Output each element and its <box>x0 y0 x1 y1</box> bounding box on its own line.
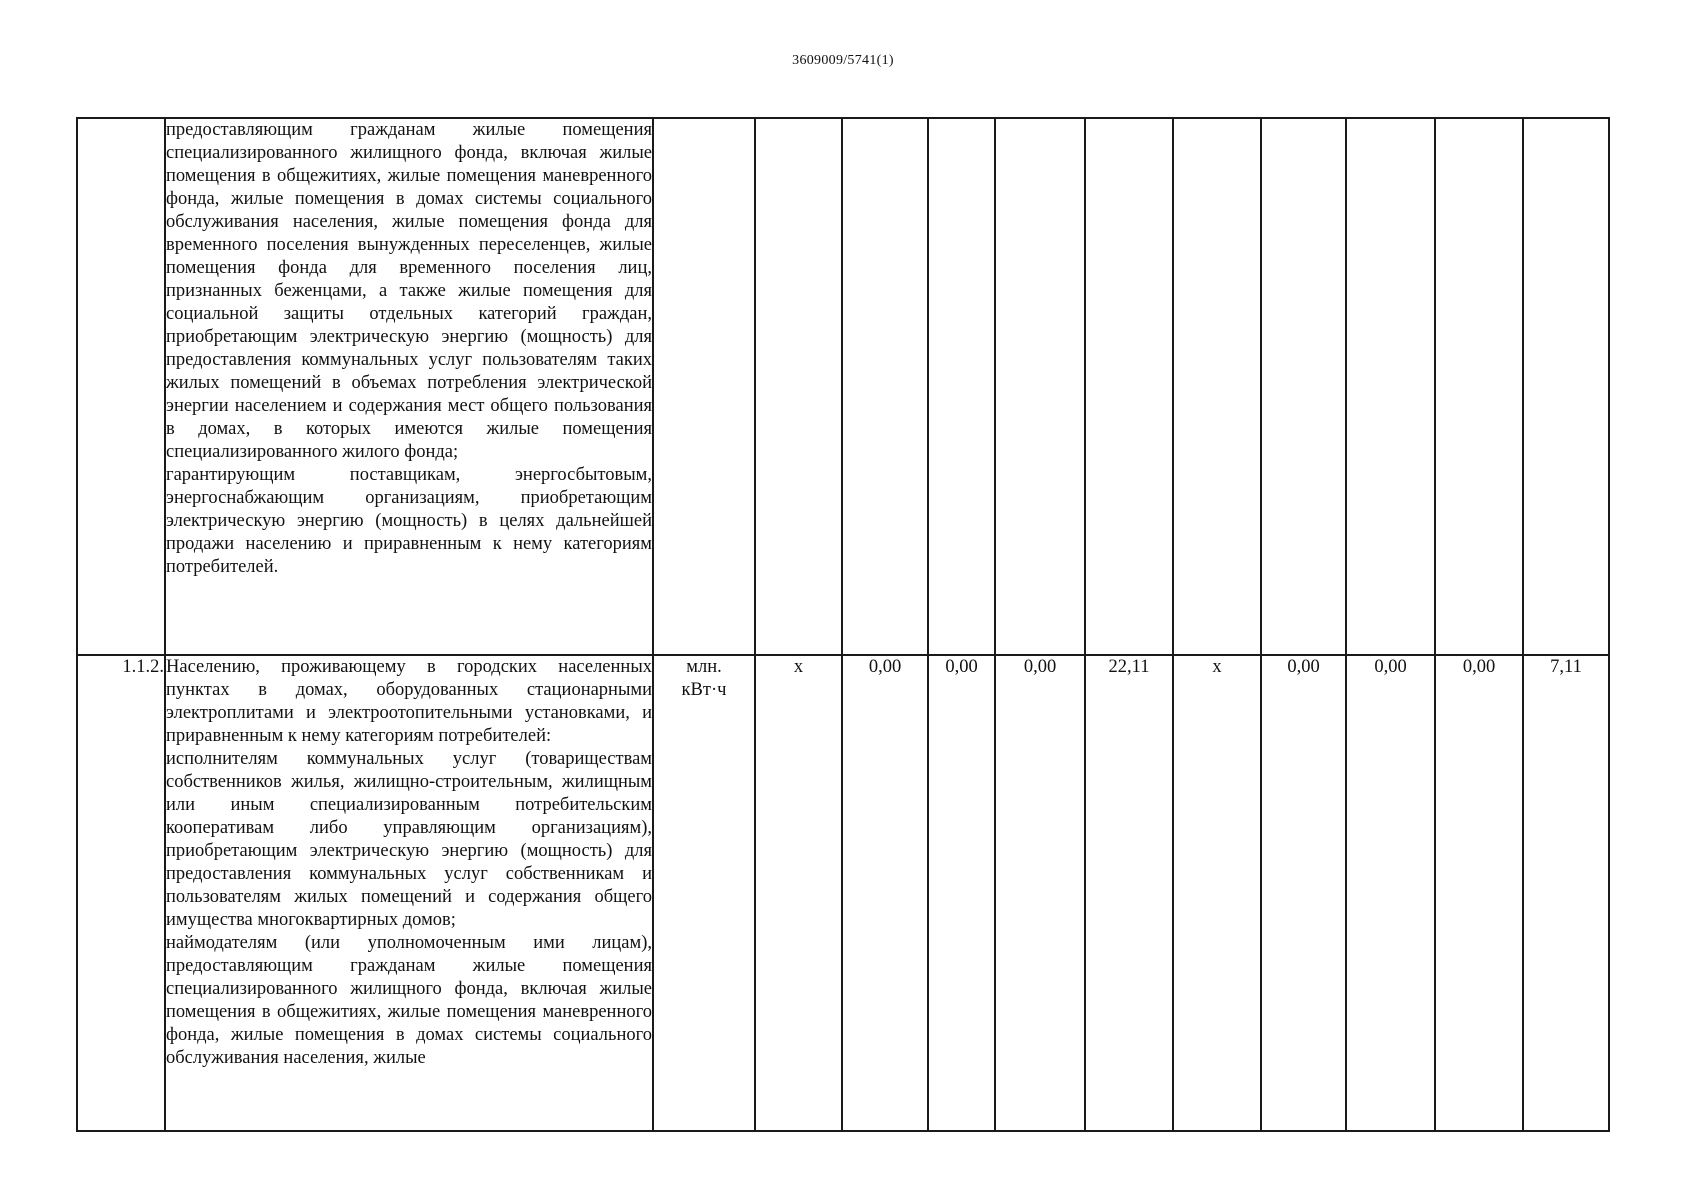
value-cell <box>1085 118 1173 655</box>
row-number <box>77 118 165 655</box>
value-cell <box>995 118 1085 655</box>
value-cell: 7,11 <box>1523 655 1609 1131</box>
data-table <box>76 117 1610 1132</box>
row-number: 1.1.2. <box>77 655 165 1131</box>
value-cell: 0,00 <box>1261 655 1346 1131</box>
description-paragraph: наймодателям (или уполномоченным ими лицам), предоставляющим гражданам жилые помещения специализированного жилищного фонда, включая жилые помещения в общежитиях, жилые помещения маневренного фонда, жилые помещения в домах системы социального обслуживания населения, жилые <box>166 933 652 1068</box>
unit-line: кВт·ч <box>681 680 727 700</box>
value-cell <box>842 118 928 655</box>
unit-cell <box>653 118 755 655</box>
value-cell: 0,00 <box>995 655 1085 1131</box>
row-description <box>165 118 653 655</box>
table-row <box>77 118 1609 655</box>
description-paragraph: предоставляющим гражданам жилые помещения специализированного жилищного фонда, включая жилые помещения в общежитиях, жилые помещения маневренного фонда, жилые помещения в домах системы социального обслуживания населения, жилые помещения фонда для временного поселения вынужденных переселенцев, жилые помещения фонда для временного поселения лиц, признанных беженцами, а также жилые помещения для социальной защиты отдельных категорий граждан, приобретающим электрическую энергию (мощность) для предоставления коммунальных услуг пользователям таких жилых помещений в объемах потребления электрической энергии населением и содержания мест общего пользования в домах, в которых имеются жилые помещения специализированного жилого фонда; <box>166 120 652 462</box>
description-paragraph: гарантирующим поставщикам, энергосбытовым, энергоснабжающим организациям, приобретающим электрическую энергию (мощность) в целях дальнейшей продажи населению и приравненным к нему категориям потребителей. <box>166 465 652 577</box>
value-cell: 0,00 <box>928 655 995 1131</box>
value-cell: 0,00 <box>842 655 928 1131</box>
description-paragraph: Населению, проживающему в городских населенных пунктах в домах, оборудованных стационарными электроплитами и электроотопительными установками, и приравненным к нему категориям потребителей: <box>166 657 652 746</box>
description-paragraph: исполнителям коммунальных услуг (товариществам собственников жилья, жилищно-строительным, жилищным или иным специализированным потребительским кооперативам либо управляющим организациям), приобретающим электрическую энергию (мощность) для предоставления коммунальных услуг собственникам и пользователям жилых помещений и содержания общего имущества многоквартирных домов; <box>166 749 652 930</box>
value-cell: 0,00 <box>1435 655 1523 1131</box>
value-cell <box>1523 118 1609 655</box>
row-description <box>165 655 653 1131</box>
value-cell <box>1346 118 1435 655</box>
value-cell: 0,00 <box>1346 655 1435 1131</box>
value-cell: х <box>1173 655 1261 1131</box>
unit-line: млн. <box>686 657 722 677</box>
value-cell <box>1261 118 1346 655</box>
value-cell: х <box>755 655 842 1131</box>
unit-cell <box>653 655 755 1131</box>
value-cell: 22,11 <box>1085 655 1173 1131</box>
value-cell <box>755 118 842 655</box>
document-id: 3609009/5741(1) <box>792 53 894 68</box>
value-cell <box>1435 118 1523 655</box>
value-cell <box>1173 118 1261 655</box>
table-row <box>77 655 1609 1131</box>
value-cell <box>928 118 995 655</box>
